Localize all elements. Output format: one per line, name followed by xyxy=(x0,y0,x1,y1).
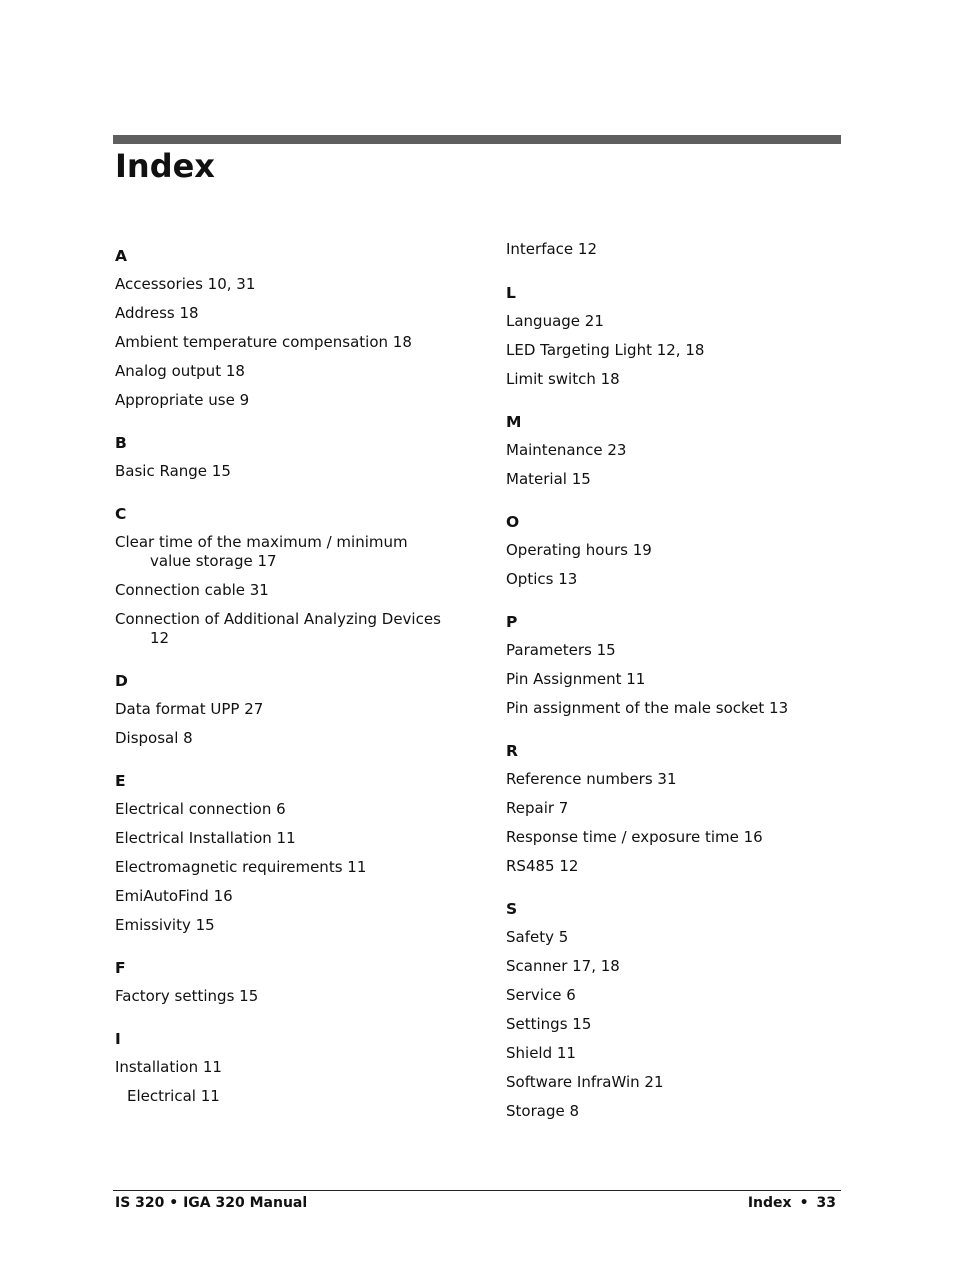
index-entry: Settings 15 xyxy=(506,1015,592,1033)
section-letter: S xyxy=(506,900,518,918)
section-letter: F xyxy=(115,959,126,977)
index-entry: EmiAutoFind 16 xyxy=(115,887,233,905)
index-section-e xyxy=(115,771,460,935)
index-entry: Connection cable 31 xyxy=(115,581,269,599)
footer-section-name: Index xyxy=(747,1195,792,1211)
section-letter: C xyxy=(115,505,127,523)
section-letter: E xyxy=(115,772,126,790)
index-entry: Basic Range 15 xyxy=(115,462,231,480)
index-entry: LED Targeting Light 12, 18 xyxy=(506,341,705,359)
section-letter: D xyxy=(115,672,128,690)
index-entry-text: Connection of Additional Analyzing Devices xyxy=(115,610,441,628)
index-entry: Storage 8 xyxy=(506,1102,580,1120)
index-entry: Analog output 18 xyxy=(115,362,245,380)
index-column-left xyxy=(115,246,460,1129)
index-entry-carryover: Interface 12 xyxy=(506,240,598,258)
index-entry: Accessories 10, 31 xyxy=(115,275,256,293)
section-letter: B xyxy=(115,434,127,452)
index-entry xyxy=(115,533,460,571)
index-section-m xyxy=(506,412,851,489)
index-entry: Maintenance 23 xyxy=(506,441,627,459)
index-entry: Limit switch 18 xyxy=(506,370,620,388)
section-letter: R xyxy=(506,742,518,760)
index-subentry: Electrical 11 xyxy=(127,1087,220,1105)
section-letter: L xyxy=(506,284,516,302)
footer-bullet: • xyxy=(799,1195,809,1211)
index-entry: Shield 11 xyxy=(506,1044,576,1062)
footer-page-info xyxy=(748,1194,836,1212)
index-section-r xyxy=(506,741,851,876)
index-entry: Electrical Installation 11 xyxy=(115,829,296,847)
index-section-d xyxy=(115,671,460,748)
index-entry: Service 6 xyxy=(506,986,576,1004)
index-entry-text: Clear time of the maximum / minimum xyxy=(115,533,408,551)
section-letter: O xyxy=(506,513,520,531)
index-entry: Appropriate use 9 xyxy=(115,391,250,409)
section-letter: I xyxy=(115,1030,121,1048)
index-entry: Software InfraWin 21 xyxy=(506,1073,664,1091)
index-entry: Electromagnetic requirements 11 xyxy=(115,858,367,876)
index-entry: Safety 5 xyxy=(506,928,569,946)
section-letter: M xyxy=(506,413,522,431)
index-entry-continuation: 12 xyxy=(150,629,170,647)
index-entry: Ambient temperature compensation 18 xyxy=(115,333,412,351)
page-title: Index xyxy=(115,147,215,185)
index-section-p xyxy=(506,612,851,718)
index-entry: Disposal 8 xyxy=(115,729,193,747)
index-section-a xyxy=(115,246,460,410)
index-section-i xyxy=(115,1029,460,1106)
index-entry: Operating hours 19 xyxy=(506,541,652,559)
index-section-b xyxy=(115,433,460,481)
index-entry: Reference numbers 31 xyxy=(506,770,677,788)
index-entry: Response time / exposure time 16 xyxy=(506,828,763,846)
index-entry: Factory settings 15 xyxy=(115,987,259,1005)
section-letter: P xyxy=(506,613,518,631)
index-entry: Repair 7 xyxy=(506,799,569,817)
index-entry: Pin assignment of the male socket 13 xyxy=(506,699,789,717)
index-entry xyxy=(115,610,460,648)
index-section-f xyxy=(115,958,460,1006)
index-entry: Scanner 17, 18 xyxy=(506,957,620,975)
index-section-o xyxy=(506,512,851,589)
page-number: 33 xyxy=(816,1195,836,1211)
footer-rule xyxy=(113,1190,841,1191)
index-entry: Emissivity 15 xyxy=(115,916,215,934)
index-entry-continuation: value storage 17 xyxy=(150,552,277,570)
index-entry: Language 21 xyxy=(506,312,604,330)
index-entry: Material 15 xyxy=(506,470,591,488)
index-section-s xyxy=(506,899,851,1121)
index-entry: Pin Assignment 11 xyxy=(506,670,646,688)
section-letter: A xyxy=(115,247,127,265)
index-section-l xyxy=(506,283,851,389)
index-entry: Optics 13 xyxy=(506,570,578,588)
index-entry: Address 18 xyxy=(115,304,199,322)
index-entry: Data format UPP 27 xyxy=(115,700,264,718)
index-entry: RS485 12 xyxy=(506,857,579,875)
header-rule xyxy=(113,135,841,144)
index-column-right xyxy=(506,240,851,1144)
index-entry: Electrical connection 6 xyxy=(115,800,286,818)
index-entry: Parameters 15 xyxy=(506,641,616,659)
footer-manual-title: IS 320 • IGA 320 Manual xyxy=(115,1195,308,1211)
index-entry: Installation 11 xyxy=(115,1058,222,1076)
index-section-c xyxy=(115,504,460,648)
